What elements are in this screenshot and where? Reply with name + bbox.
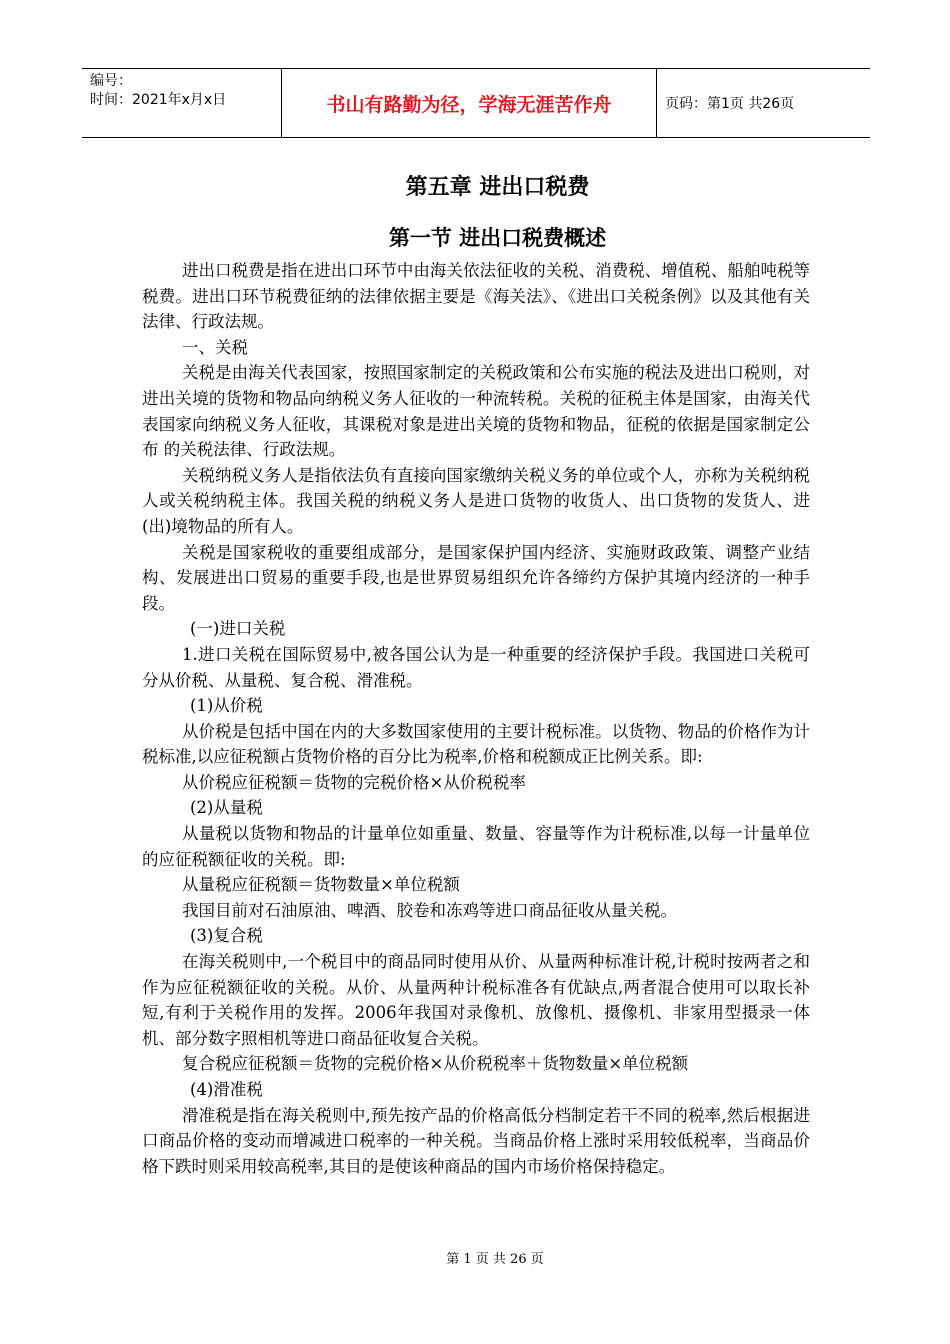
header-table — [82, 68, 870, 138]
section-title: 第一节 进出口税费概述 — [388, 226, 607, 250]
subheading-import-tariff: (一)进口关税 — [190, 619, 286, 639]
page-info: 页码：第1页 共26页 — [665, 96, 795, 112]
subheading-compound: (3)复合税 — [190, 926, 263, 946]
formula: 从价税应征税额＝货物的完税价格×从价税税率 — [182, 772, 526, 792]
header-meta — [82, 69, 282, 137]
subheading-ad-valorem: (1)从价税 — [190, 696, 263, 716]
paragraph: 滑准税是指在海关税则中,预先按产品的价格高低分档制定若干不同的税率,然后根据进口商品价格的变动而增减进口税率的一种关税。当商品价格上涨时采用较低税率，当商品价格下跌时则采用较高税率,其目的是使该种商品的国内市场价格保持稳定。 — [142, 1105, 810, 1176]
paragraph: 关税是国家税收的重要组成部分，是国家保护国内经济、实施财政政策、调整产业结构、发展进出口贸易的重要手段,也是世界贸易组织允许各缔约方保护其境内经济的一种手段。 — [142, 542, 810, 613]
paragraph: 1.进口关税在国际贸易中,被各国公认为是一种重要的经济保护手段。我国进口关税可分从价税、从量税、复合税、滑准税。 — [142, 644, 810, 690]
paragraph: 从价税是包括中国在内的大多数国家使用的主要计税标准。以货物、物品的价格作为计税标准,以应征税额占货物价格的百分比为税率,价格和税额成正比例关系。即: — [142, 721, 810, 767]
formula: 从量税应征税额＝货物数量×单位税额 — [182, 875, 460, 895]
body-text — [142, 258, 810, 1179]
subheading-sliding: (4)滑准税 — [190, 1080, 263, 1099]
number-label: 编号： — [90, 73, 132, 89]
heading-tariff: 一、关税 — [182, 337, 248, 357]
subheading-specific: (2)从量税 — [190, 798, 263, 818]
chapter-title: 第五章 进出口税费 — [405, 175, 590, 200]
page-footer: 第 1 页 共 26 页 — [446, 1252, 544, 1267]
formula: 复合税应征税额＝货物的完税价格×从价税税率＋货物数量×单位税额 — [182, 1054, 689, 1074]
paragraph: 进出口税费是指在进出口环节中由海关依法征收的关税、消费税、增值税、船舶吨税等税费。进出口环节税费征纳的法律依据主要是《海关法》、《进出口关税条例》以及其他有关法律、行政法规。 — [142, 261, 810, 332]
motto: 书山有路勤为径，学海无涯苦作舟 — [282, 69, 657, 137]
paragraph: 关税纳税义务人是指依法负有直接向国家缴纳关税义务的单位或个人，亦称为关税纳税人或关税纳税主体。我国关税的纳税义务人是进口货物的收货人、出口货物的发货人、进(出)境物品的所有人。 — [142, 465, 810, 536]
time-label: 时间：2021年x月x日 — [90, 92, 227, 108]
paragraph: 关税是由海关代表国家，按照国家制定的关税政策和公布实施的税法及进出口税则，对进出关境的货物和物品向纳税义务人征收的一种流转税。关税的征税主体是国家，由海关代表国家向纳税义务人征收，其课税对象是进出关境的货物和物品，征税的依据是国家制定公布 的关税法律、行政法规。 — [142, 363, 810, 460]
paragraph: 在海关税则中,一个税目中的商品同时使用从价、从量两种标准计税,计税时按两者之和作为应征税额征收的关税。从价、从量两种计税标准各有优缺点,两者混合使用可以取长补短,有利于关税作用的发挥。2006年我国对录像机、放像机、摄像机、非家用型摄录一体机、部分数字照相机等进口商品征收复合关税。 — [142, 952, 810, 1048]
paragraph: 我国目前对石油原油、啤酒、胶卷和冻鸡等进口商品征收从量关税。 — [182, 900, 677, 920]
paragraph: 从量税以货物和物品的计量单位如重量、数量、容量等作为计税标准,以每一计量单位的应征税额征收的关税。即: — [142, 824, 810, 869]
